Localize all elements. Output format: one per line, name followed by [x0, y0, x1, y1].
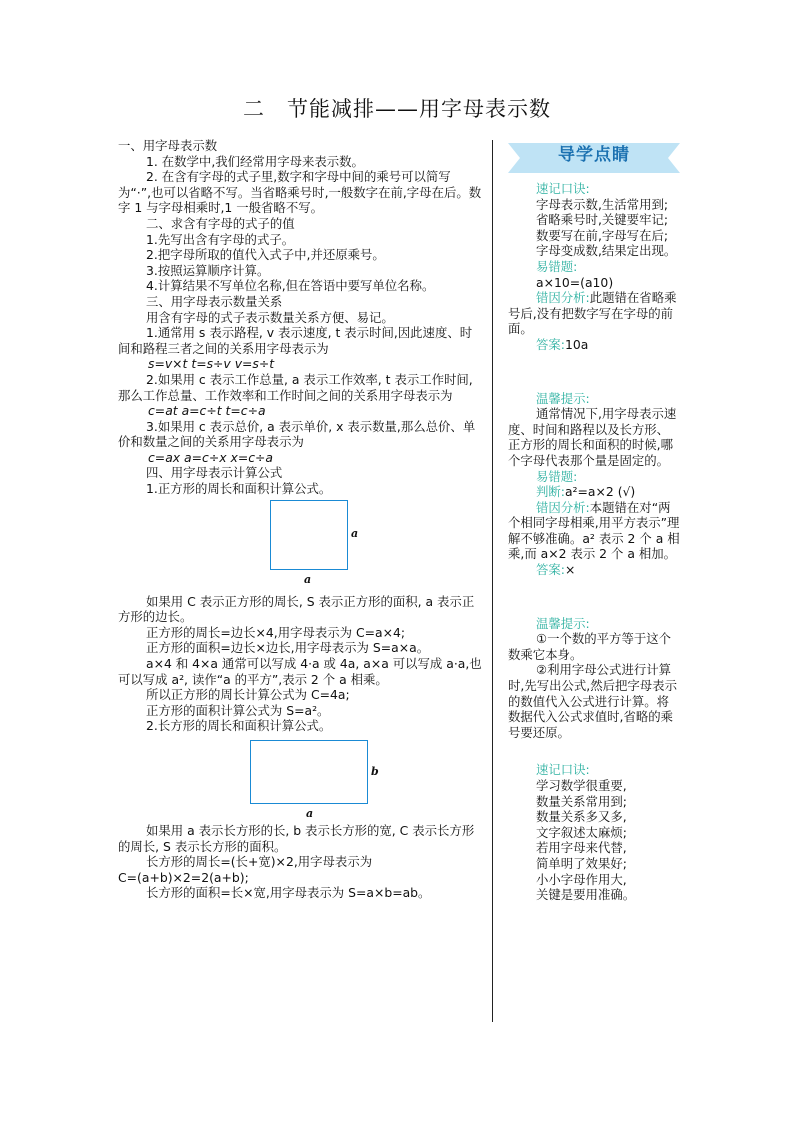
- section2-item1: 1.先写出含有字母的式子。: [146, 231, 295, 247]
- section4-item2: 2.长方形的周长和面积计算公式。: [146, 718, 332, 734]
- tip2-verse-line: 数量关系多又多,: [536, 809, 627, 825]
- rectangle-side-label: b: [371, 765, 379, 778]
- rectangle-bottom-label: a: [306, 807, 314, 820]
- err2-analysis-text: 本题错在对“两个相同字母相乘,用平方表示”理解不够准确。a² 表示 2 个 a 相乘,而 a×2 表示 2 个 a 相加。: [508, 499, 680, 562]
- err1-analysis-text: 此题错在省略乘号后,没有把数字写在字母的前面。: [508, 290, 677, 337]
- section1-para2: 2. 在含有字母的式子里,数字和字母中间的乘号可以简写为“·”,也可以省略不写。当省略乘号时,一般数字在前,字母在后。数字 1 与字母相乘时,1 一般省略不写。: [118, 169, 482, 216]
- tip2-verse-line: 学习数学很重要,: [536, 778, 627, 793]
- column-divider: [492, 140, 493, 1022]
- section4-item1: 1.正方形的周长和面积计算公式。: [146, 481, 332, 497]
- tip1-tag: 速记口诀:: [536, 181, 590, 196]
- section2-title: 二、求含有字母的式子的值: [146, 215, 295, 231]
- err1-analysis: [508, 290, 680, 337]
- rectangle-para2: 长方形的周长=(长+宽)×2,用字母表示为: [146, 854, 373, 870]
- rectangle-para4: 长方形的面积=长×宽,用字母表示为 S=a×b=ab。: [146, 885, 431, 901]
- square-para4: a×4 和 4×a 通常可以写成 4·a 或 4a, a×a 可以写成 a·a,也可以写成 a², 读作“a 的平方”,表示 2 个 a 相乘。: [118, 656, 482, 687]
- section3-intro: 用含有字母的式子表示数量关系方便、易记。: [146, 309, 394, 325]
- tip2-verse-line: 小小字母作用大,: [536, 871, 627, 887]
- warm2-tag: 温馨提示:: [536, 615, 590, 631]
- rectangle-figure: [118, 737, 482, 821]
- main-column: [118, 138, 482, 901]
- tip2-verse-line: 关键是要用准确。: [536, 887, 636, 903]
- square-para5: 所以正方形的周长计算公式为 C=4a;: [146, 687, 350, 703]
- err2-judge-tag: 判断:: [536, 484, 565, 500]
- warm1-tag: 温馨提示:: [536, 390, 590, 406]
- sidebar: [508, 143, 680, 903]
- section1-para1: 1. 在数学中,我们经常用字母来表示数。: [146, 153, 364, 169]
- rectangle-shape: [250, 740, 368, 804]
- section2-item4: 4.计算结果不写单位名称,但在答语中要写单位名称。: [146, 278, 435, 294]
- title-text: 节能减排——用字母表示数: [287, 97, 551, 121]
- tip2-verses: [508, 778, 680, 903]
- section3-para1: 1.通常用 s 表示路程, v 表示速度, t 表示时间,因此速度、时间和路程三者之间的关系用字母表示为: [118, 325, 473, 356]
- err1-analysis-tag: 错因分析:: [536, 290, 590, 306]
- square-shape: [270, 500, 348, 570]
- err1-answer-tag: 答案:: [536, 336, 565, 352]
- tip2-verse-line: 数量关系常用到;: [536, 793, 627, 809]
- page-title: [0, 93, 794, 123]
- section3-para3: 3.如果用 c 表示总价, a 表示单价, x 表示数量,那么总价、单价和数量之间的关系用字母表示为: [118, 418, 476, 450]
- section3-title: 三、用字母表示数量关系: [146, 293, 283, 309]
- warm1-text: 通常情况下,用字母表示速度、时间和路程以及长方形、正方形的周长和面积的时候,哪个字母代表那个量是固定的。: [508, 406, 677, 468]
- square-para3: 正方形的面积=边长×边长,用字母表示为 S=a×a。: [146, 640, 430, 656]
- section1-title: 一、用字母表示数: [118, 138, 218, 153]
- err1-answer-text: 10a: [564, 336, 589, 352]
- rectangle-para3: C=(a+b)×2=2(a+b);: [118, 869, 249, 885]
- err2-answer: [508, 562, 680, 578]
- square-bottom-label: a: [304, 572, 312, 586]
- sidebar-banner: [508, 143, 680, 173]
- tip2-verse-line: 简单明了效果好;: [536, 855, 627, 871]
- banner-title: 导学点睛: [558, 145, 630, 165]
- tip2-verse-line: 文字叙述太麻烦;: [536, 824, 627, 840]
- tip1-line4: 字母变成数,结果定出现。: [536, 243, 677, 259]
- rectangle-para1: 如果用 a 表示长方形的长, b 表示长方形的宽, C 表示长方形的周长, S 表示长方形的面积。: [118, 823, 475, 854]
- square-side-label: a: [351, 526, 359, 540]
- section2-item2: 2.把字母所取的值代入式子中,并还原乘号。: [146, 247, 385, 263]
- tip1-line3: 数要写在前,字母写在后;: [536, 227, 669, 243]
- err1-tag: 易错题:: [536, 258, 578, 274]
- err2-analysis-tag: 错因分析:: [536, 499, 590, 515]
- err2-answer-text: ×: [564, 562, 576, 578]
- warm2-para1: ①一个数的平方等于这个数乘它本身。: [508, 631, 672, 662]
- err2-answer-tag: 答案:: [536, 562, 565, 578]
- square-figure: [118, 500, 482, 592]
- err2-tag: 易错题:: [536, 468, 578, 484]
- formula-work: c=at a=c÷t t=c÷a: [148, 403, 266, 419]
- formula-price: c=ax a=c÷x x=c÷a: [148, 449, 274, 465]
- formula-distance: s=v×t t=s÷v v=s÷t: [148, 356, 275, 372]
- err1-question: a×10=(a10): [536, 274, 614, 290]
- title-number: 二: [243, 97, 265, 121]
- err1-answer: [508, 337, 680, 353]
- square-para1: 如果用 C 表示正方形的周长, S 表示正方形的面积, a 表示正方形的边长。: [118, 593, 475, 625]
- tip2-tag: 速记口诀:: [536, 762, 590, 778]
- square-para2: 正方形的周长=边长×4,用字母表示为 C=a×4;: [146, 624, 406, 640]
- tip1-line1: 字母表示数,生活常用到;: [536, 196, 669, 212]
- err2-judge: [508, 484, 680, 500]
- square-para6: 正方形的面积计算公式为 S=a²。: [146, 702, 330, 718]
- section4-title: 四、用字母表示计算公式: [146, 465, 283, 481]
- tip2-verse-line: 若用字母来代替,: [536, 840, 627, 856]
- err2-judge-text: a²=a×2 (√): [564, 484, 636, 500]
- warm2-para2: ②利用字母公式进行计算时,先写出公式,然后把字母表示的数值代入公式进行计算。将数据代入公式求值时,省略的乘号要还原。: [508, 662, 677, 740]
- section2-item3: 3.按照运算顺序计算。: [146, 262, 270, 278]
- tip1-line2: 省略乘号时,关键要牢记;: [536, 212, 669, 228]
- section3-para2: 2.如果用 c 表示工作总量, a 表示工作效率, t 表示工作时间,那么工作总量、工作效率和工作时间之间的关系用字母表示为: [118, 371, 473, 403]
- err2-analysis: [508, 500, 680, 562]
